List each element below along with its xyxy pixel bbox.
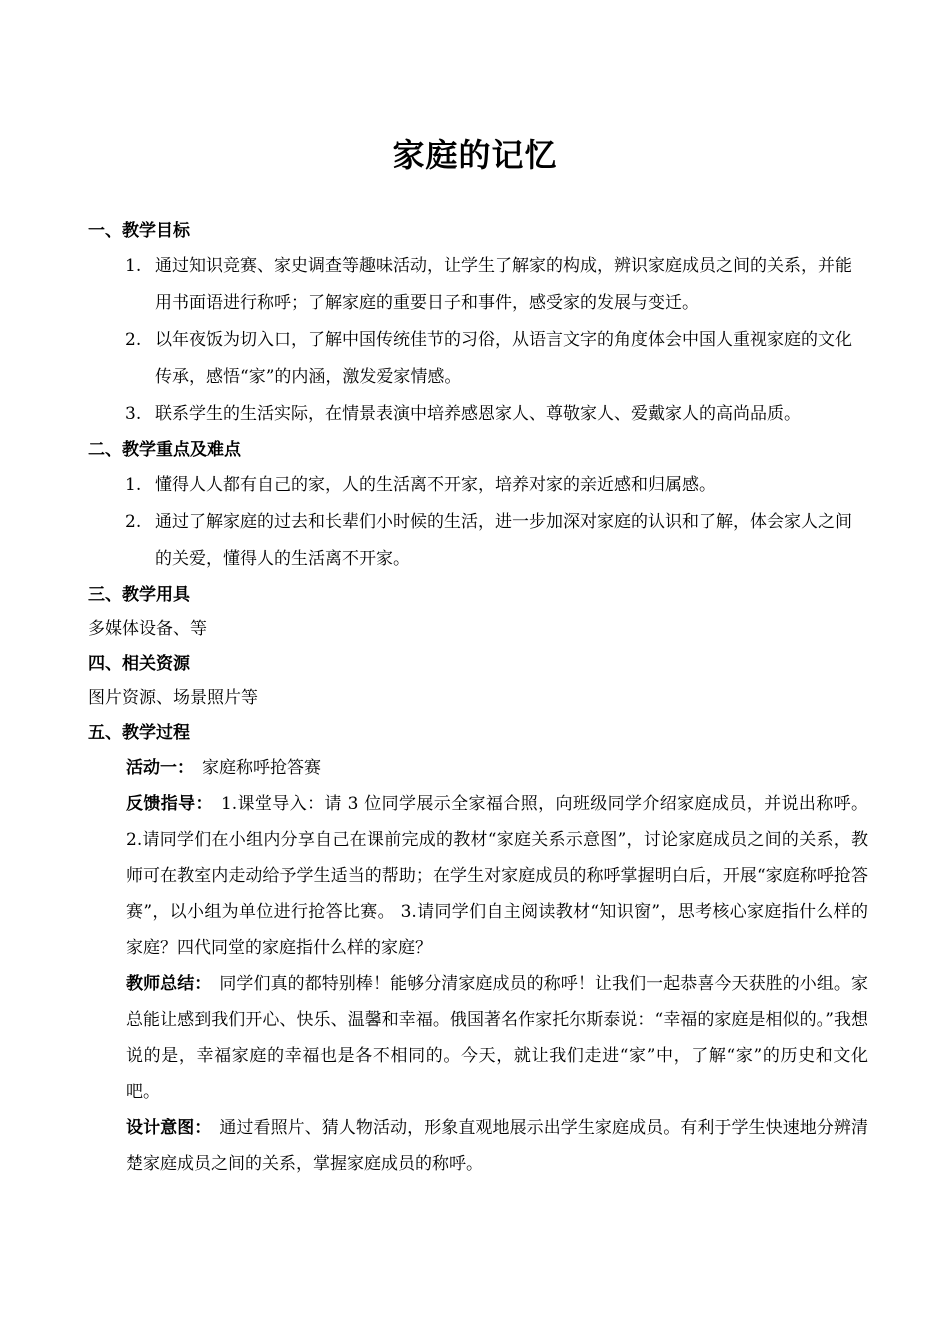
teacher-summary-text: 同学们真的都特别棒！能够分清家庭成员的称呼！让我们一起恭喜今天获胜的小组。家总能让感到我们开心、快乐、温馨和幸福。俄国著名作家托尔斯泰说：“幸福的家庭是相似的。”我想说的是，幸福家庭的幸福也是各不相同的。今天，就让我们走进“家”中，了解“家”的历史和文化吧。 (126, 974, 869, 1102)
list-text: 懂得人人都有自己的家，人的生活离不开家，培养对家的亲近感和归属感。 (155, 475, 716, 495)
list-text: 联系学生的生活实际，在情景表演中培养感恩家人、尊敬家人、爱戴家人的高尚品质。 (155, 404, 801, 424)
list-item (88, 467, 868, 504)
list-number: 1. (125, 475, 142, 495)
feedback-label: 反馈指导： (126, 794, 213, 814)
list-number: 2. (125, 512, 142, 532)
activity-label: 活动一： (126, 758, 194, 778)
tools-text: 多媒体设备、等 (88, 619, 207, 639)
feedback-paragraph (126, 786, 868, 966)
section-heading-process: 五、教学过程 (88, 723, 190, 743)
list-item (88, 396, 868, 433)
design-intent-paragraph (126, 1110, 868, 1182)
section-heading-key-points: 二、教学重点及难点 (88, 440, 241, 460)
feedback-text: 1.课堂导入：请 3 位同学展示全家福合照，向班级同学介绍家庭成员，并说出称呼。 2.请同学们在小组内分享自己在课前完成的教材“家庭关系示意图”，讨论家庭成员之间的关系，教师可在教室内走动给予学生适当的帮助；在学生对家庭成员的称呼掌握明白后，开展“家庭称呼抢答赛”，以小组为单位进行抢答比赛。 3.请同学们自主阅读教材“知识窗”，思考核心家庭指什么样的家庭？四代同堂的家庭指什么样的家庭？ (126, 794, 869, 958)
list-number: 2. (125, 330, 142, 350)
section-heading-resources: 四、相关资源 (88, 654, 190, 674)
list-item (88, 322, 868, 396)
objectives-list (88, 248, 868, 433)
list-text: 以年夜饭为切入口，了解中国传统佳节的习俗，从语言文字的角度体会中国人重视家庭的文化传承，感悟“家”的内涵，激发爱家情感。 (155, 330, 852, 387)
activity-paragraph (126, 750, 868, 786)
list-text: 通过了解家庭的过去和长辈们小时候的生活，进一步加深对家庭的认识和了解，体会家人之间的关爱，懂得人的生活离不开家。 (155, 512, 852, 569)
activity-text: 家庭称呼抢答赛 (202, 758, 321, 778)
list-number: 1. (125, 256, 142, 276)
section-heading-tools: 三、教学用具 (88, 585, 190, 605)
teacher-summary-paragraph (126, 966, 868, 1110)
document-body (88, 214, 868, 1182)
section-heading-objectives: 一、教学目标 (88, 221, 190, 241)
resources-text: 图片资源、场景照片等 (88, 688, 258, 708)
design-intent-label: 设计意图： (126, 1118, 212, 1138)
design-intent-text: 通过看照片、猜人物活动，形象直观地展示出学生家庭成员。有利于学生快速地分辨清楚家庭成员之间的关系，掌握家庭成员的称呼。 (126, 1118, 869, 1174)
list-item (88, 248, 868, 322)
document-title: 家庭的记忆 (392, 136, 558, 174)
key-points-list (88, 467, 868, 578)
list-item (88, 504, 868, 578)
teacher-summary-label: 教师总结： (126, 974, 212, 994)
list-number: 3. (125, 404, 142, 424)
list-text: 通过知识竞赛、家史调查等趣味活动，让学生了解家的构成，辨识家庭成员之间的关系，并能用书面语进行称呼；了解家庭的重要日子和事件，感受家的发展与变迁。 (155, 256, 852, 313)
